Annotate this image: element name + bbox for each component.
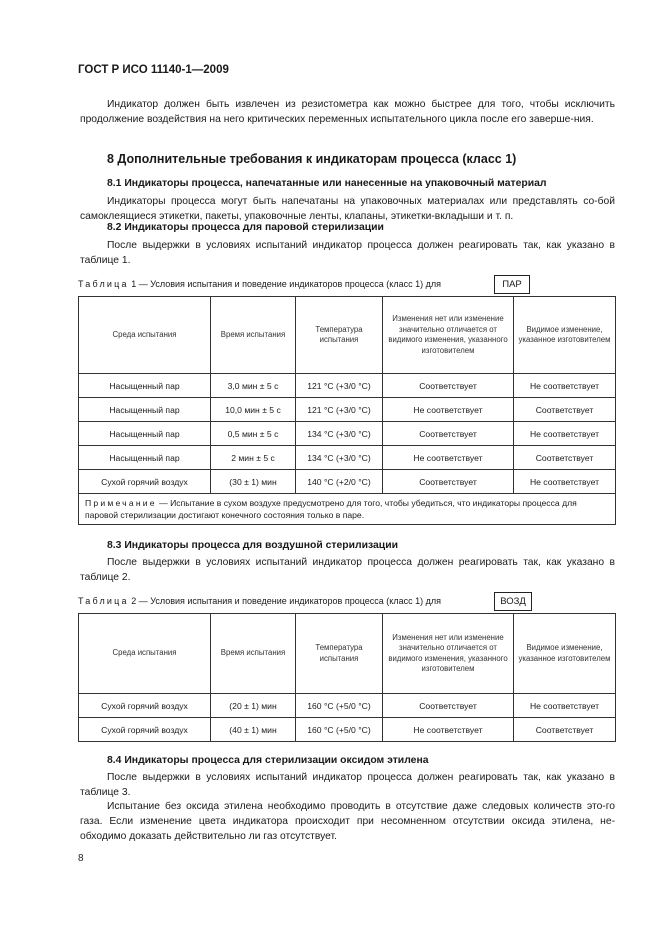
table-cell: Насыщенный пар xyxy=(79,374,211,398)
table-header-cell: Изменения нет или изменение значительно отличается от видимого изменения, указанного изготовителем xyxy=(383,297,514,374)
section-8-4-paragraph-1 xyxy=(80,770,615,800)
table-header-cell: Время испытания xyxy=(211,614,296,694)
section-8-3-text: После выдержки в условиях испытаний индикатор процесса должен реагировать так, как указано в таблице 2. xyxy=(80,557,615,583)
table-cell: Не соответствует xyxy=(514,374,616,398)
table-cell: Соответствует xyxy=(383,694,514,718)
section-8-4-text-2: Испытание без оксида этилена необходимо проводить в отсутствие даже следовых количеств это-го газа. Если изменение цвета индикатора происходит при несомненном отсутствии оксида этилена, не-обходимо доказать действительно ли газ отсутствует. xyxy=(80,801,615,842)
table-cell: Не соответствует xyxy=(514,470,616,494)
table-cell: 140 °С (+2/0 °С) xyxy=(296,470,383,494)
table-row xyxy=(79,398,616,422)
section-8-2-paragraph xyxy=(80,238,615,268)
table-1-note-row xyxy=(79,494,616,525)
table-2-mark-box: ВОЗД xyxy=(494,592,532,611)
intro-paragraph xyxy=(80,97,615,127)
document-header: ГОСТ Р ИСО 11140-1—2009 xyxy=(78,64,229,76)
table-cell: Сухой горячий воздух xyxy=(79,718,211,742)
table-cell: Насыщенный пар xyxy=(79,398,211,422)
table-2-caption xyxy=(78,596,441,606)
section-8-2-text: После выдержки в условиях испытаний индикатор процесса должен реагировать так, как указано в таблице 1. xyxy=(80,240,615,266)
table-header-cell: Температура испытания xyxy=(296,614,383,694)
section-8-title: 8 Дополнительные требования к индикаторам процесса (класс 1) xyxy=(107,152,517,166)
section-8-1-paragraph xyxy=(80,194,615,224)
table-cell: 134 °С (+3/0 °С) xyxy=(296,446,383,470)
table-header-cell: Видимое изменение, указанное изготовителем xyxy=(514,297,616,374)
table-cell: Не соответствует xyxy=(383,446,514,470)
table-cell: 121 °С (+3/0 °С) xyxy=(296,374,383,398)
table-1-note xyxy=(79,494,616,525)
table-2-caption-label: Таблица xyxy=(78,596,129,606)
table-row xyxy=(79,374,616,398)
table-cell: Сухой горячий воздух xyxy=(79,470,211,494)
section-8-4-title: 8.4 Индикаторы процесса для стерилизации оксидом этилена xyxy=(107,755,429,766)
table-cell: (20 ± 1) мин xyxy=(211,694,296,718)
table-header-cell: Температура испытания xyxy=(296,297,383,374)
table-cell: Не соответствует xyxy=(514,694,616,718)
table-1-caption-text: 1 — Условия испытания и поведение индикаторов процесса (класс 1) для xyxy=(131,279,441,289)
table-header-cell: Видимое изменение, указанное изготовителем xyxy=(514,614,616,694)
table-cell: 160 °С (+5/0 °С) xyxy=(296,694,383,718)
section-8-3-title: 8.3 Индикаторы процесса для воздушной стерилизации xyxy=(107,540,398,551)
table-cell: Не соответствует xyxy=(383,718,514,742)
table-cell: Соответствует xyxy=(383,422,514,446)
table-cell: Не соответствует xyxy=(514,422,616,446)
intro-text: Индикатор должен быть извлечен из резистометра как можно быстрее для того, чтобы исключить продолжение воздействия на него критических переменных испытательного цикла после его заверше-ния. xyxy=(80,99,615,125)
table-1-header-row xyxy=(79,297,616,374)
table-2-caption-text: 2 — Условия испытания и поведение индикаторов процесса (класс 1) для xyxy=(131,596,441,606)
table-cell: Соответствует xyxy=(383,470,514,494)
section-8-4-text-1: После выдержки в условиях испытаний индикатор процесса должен реагировать так, как указано в таблице 3. xyxy=(80,772,615,798)
note-text: — Испытание в сухом воздухе предусмотрено для того, чтобы убедиться, что индикаторы процесса для паровой стерилизации достигают конечного состояния только в паре. xyxy=(85,498,577,520)
page-number: 8 xyxy=(78,853,84,864)
section-8-1-title: 8.1 Индикаторы процесса, напечатанные или нанесенные на упаковочный материал xyxy=(107,178,547,189)
table-row xyxy=(79,446,616,470)
table-cell: 160 °С (+5/0 °С) xyxy=(296,718,383,742)
table-cell: 2 мин ± 5 с xyxy=(211,446,296,470)
note-label: Примечание xyxy=(85,498,157,508)
table-cell: Соответствует xyxy=(514,398,616,422)
table-header-cell: Среда испытания xyxy=(79,614,211,694)
table-header-cell: Время испытания xyxy=(211,297,296,374)
table-row xyxy=(79,718,616,742)
table-row xyxy=(79,694,616,718)
table-cell: Насыщенный пар xyxy=(79,446,211,470)
table-cell: Соответствует xyxy=(514,718,616,742)
table-cell: 134 °С (+3/0 °С) xyxy=(296,422,383,446)
table-row xyxy=(79,470,616,494)
table-2 xyxy=(78,613,616,742)
table-cell: 121 °С (+3/0 °С) xyxy=(296,398,383,422)
table-cell: Сухой горячий воздух xyxy=(79,694,211,718)
table-1 xyxy=(78,296,616,525)
table-cell: Не соответствует xyxy=(383,398,514,422)
table-cell: Соответствует xyxy=(383,374,514,398)
table-1-caption-label: Таблица xyxy=(78,279,129,289)
table-cell: Насыщенный пар xyxy=(79,422,211,446)
table-row xyxy=(79,422,616,446)
table-cell: (40 ± 1) мин xyxy=(211,718,296,742)
table-1-mark-box: ПАР xyxy=(494,275,530,294)
table-cell: 0,5 мин ± 5 с xyxy=(211,422,296,446)
table-1-caption xyxy=(78,279,441,289)
table-header-cell: Среда испытания xyxy=(79,297,211,374)
table-header-cell: Изменения нет или изменение значительно отличается от видимого изменения, указанного изготовителем xyxy=(383,614,514,694)
section-8-4-paragraph-2 xyxy=(80,799,615,844)
section-8-3-paragraph xyxy=(80,555,615,585)
table-cell: 3,0 мин ± 5 с xyxy=(211,374,296,398)
section-8-1-text: Индикаторы процесса могут быть напечатаны на упаковочных материалах или представлять со-бой самоклеящиеся этикетки, пакеты, упаковочные ленты, клапаны, этикетки-вкладыши и т. п. xyxy=(80,196,615,222)
table-cell: (30 ± 1) мин xyxy=(211,470,296,494)
table-cell: Соответствует xyxy=(514,446,616,470)
table-cell: 10,0 мин ± 5 с xyxy=(211,398,296,422)
section-8-2-title: 8.2 Индикаторы процесса для паровой стерилизации xyxy=(107,222,384,233)
table-2-header-row xyxy=(79,614,616,694)
